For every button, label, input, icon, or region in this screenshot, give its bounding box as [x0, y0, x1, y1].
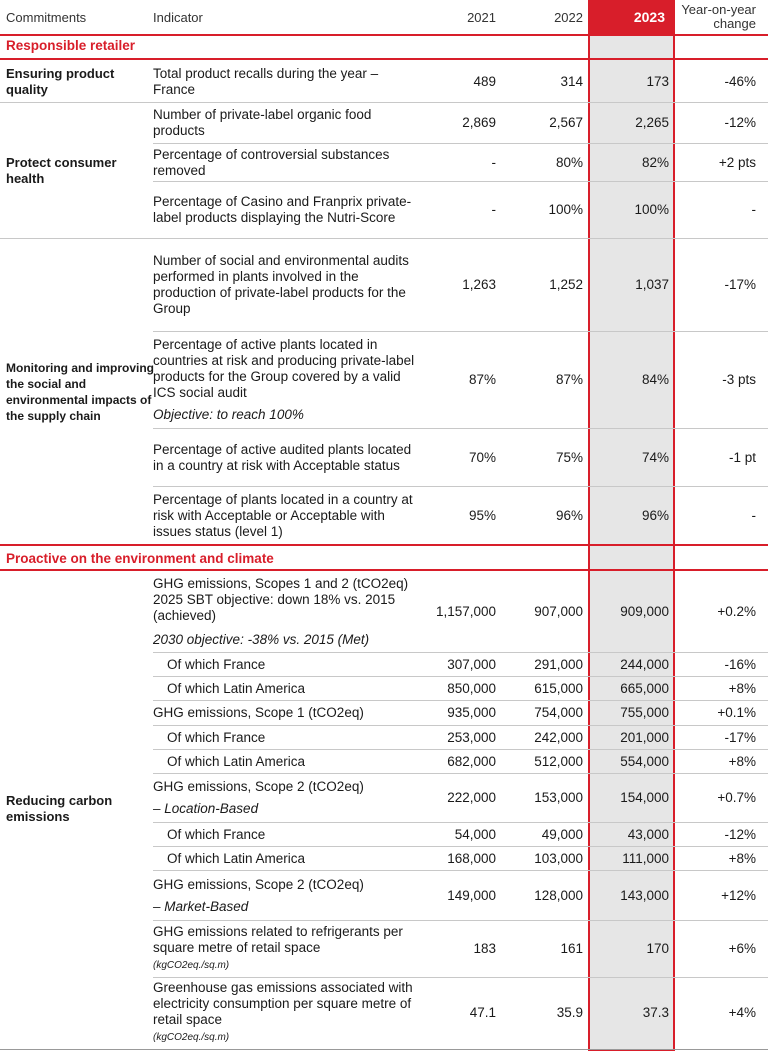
indicator-cell — [153, 62, 425, 102]
value-2023: 74% — [641, 449, 669, 465]
commitment-ensuring-product-quality: Ensuring product quality — [6, 66, 115, 97]
objective-text: – Location-Based — [153, 801, 259, 816]
value-2021: 47.1 — [469, 1005, 496, 1020]
indicator-cell: Percentage of plants located in a country at risk with Acceptable or Acceptable with issues status (level 1) — [153, 491, 413, 539]
value-2021: 222,000 — [447, 790, 496, 805]
value-change: - — [751, 507, 756, 523]
value-change: +0.7% — [717, 790, 756, 805]
value-2023: 37.3 — [642, 1005, 669, 1020]
value-2023: 201,000 — [620, 729, 669, 745]
value-2022: 75% — [555, 449, 583, 465]
table-row — [0, 487, 768, 544]
value-change: -17% — [724, 277, 756, 292]
value-2021: 95% — [468, 507, 496, 523]
value-change: +0.2% — [717, 604, 756, 619]
value-change: -12% — [724, 115, 756, 130]
value-2023: 43,000 — [627, 826, 669, 842]
value-2023: 96% — [641, 507, 669, 523]
indicator-text: GHG emissions, Scope 2 (tCO2eq) — [153, 876, 364, 892]
indicator-cell — [153, 921, 425, 977]
divider — [0, 1049, 768, 1050]
indicator-cell: Of which France — [167, 729, 266, 745]
indicator-cell: Number of social and environmental audits performed in plants involved in the production of private-label products for the Group — [153, 253, 409, 316]
value-2023: 154,000 — [620, 790, 669, 805]
indicator-text: GHG emissions related to refrigerants per square metre of retail space — [153, 924, 403, 955]
value-change: +6% — [728, 941, 756, 956]
divider — [0, 34, 768, 36]
commitment-protect-consumer-health: Protect consumer health — [6, 154, 117, 186]
indicator-cell — [153, 572, 425, 652]
indicator-cell: Of which Latin America — [167, 680, 306, 696]
table-row — [0, 701, 768, 725]
indicator-cell: Of which France — [167, 656, 266, 672]
value-2022: 96% — [555, 507, 583, 523]
value-2021: 2,869 — [462, 115, 496, 130]
indicator-cell: Number of private-label organic food products — [153, 107, 372, 138]
value-change: -3 pts — [722, 372, 756, 387]
value-2022: 128,000 — [534, 887, 583, 903]
value-2021: 168,000 — [447, 850, 496, 866]
value-2022: 87% — [555, 372, 583, 387]
value-change: -16% — [724, 656, 756, 672]
indicator-cell: Of which France — [167, 826, 266, 842]
value-2022: 291,000 — [534, 656, 583, 672]
value-2022: 80% — [555, 154, 583, 170]
indicator-cell: Percentage of controversial substances removed — [153, 146, 390, 178]
objective-text: Objective: to reach 100% — [153, 407, 304, 422]
value-2022: 100% — [548, 202, 583, 217]
value-2022: 2,567 — [549, 115, 583, 130]
value-change: +2 pts — [718, 154, 756, 170]
indicator-text: Percentage of active plants located in countries at risk and producing private-label products for the Group covered by a valid ICS social audit — [153, 337, 415, 400]
value-2022: 35.9 — [556, 1005, 583, 1020]
value-2021: 935,000 — [447, 705, 496, 720]
table-row — [0, 978, 768, 1048]
value-2021: 682,000 — [447, 753, 496, 769]
section-title-environment-climate: Proactive on the environment and climate — [6, 551, 274, 566]
value-change: +4% — [728, 1005, 756, 1020]
value-2022: 153,000 — [534, 790, 583, 805]
value-2023: 755,000 — [620, 705, 669, 720]
value-2022: 754,000 — [534, 705, 583, 720]
value-2022: 161 — [560, 941, 583, 956]
table-row — [0, 774, 768, 822]
value-change: +8% — [728, 680, 756, 696]
table-row — [0, 429, 768, 486]
commitment-reducing-carbon-emissions: Reducing carbon emissions — [6, 793, 113, 824]
value-2021: 307,000 — [447, 656, 496, 672]
indicator-cell — [153, 774, 425, 822]
value-2021: 253,000 — [447, 729, 496, 745]
unit-text: (kgCO2eq./sq.m) — [153, 960, 230, 971]
value-2023: 143,000 — [620, 887, 669, 903]
value-2023: 111,000 — [622, 850, 669, 866]
value-change: +12% — [721, 887, 756, 903]
objective-text: – Market-Based — [153, 898, 249, 914]
commitment-supply-chain: Monitoring and improving the social and environmental impacts of the supply chain — [6, 360, 154, 423]
divider — [0, 544, 768, 546]
header-change-line2: change — [713, 16, 756, 31]
table-row — [0, 239, 768, 331]
table-row — [0, 653, 768, 676]
unit-text: (kgCO2eq./sq.m) — [153, 1032, 230, 1043]
value-2022: 103,000 — [534, 850, 583, 866]
table-row — [0, 103, 768, 143]
objective-text: 2030 objective: -38% vs. 2015 (Met) — [153, 632, 370, 647]
divider — [0, 58, 768, 60]
indicator-cell: GHG emissions, Scope 1 (tCO2eq) — [153, 705, 364, 720]
table-row — [0, 677, 768, 700]
value-2022: 314 — [560, 74, 583, 89]
header-change — [676, 0, 756, 34]
value-2021: - — [491, 154, 496, 170]
value-2023: 909,000 — [620, 604, 669, 619]
section-title-responsible-retailer: Responsible retailer — [6, 38, 136, 53]
value-2021: 54,000 — [454, 826, 496, 842]
header-2022: 2022 — [554, 9, 583, 25]
value-2022: 512,000 — [534, 753, 583, 769]
header-2023: 2023 — [588, 0, 675, 34]
indicator-text: Greenhouse gas emissions associated with electricity consumption per square metre of retail space — [153, 980, 413, 1027]
value-change: -1 pt — [728, 449, 756, 465]
table-row — [0, 62, 768, 102]
value-change: -12% — [724, 826, 756, 842]
value-2023: 173 — [646, 74, 669, 89]
value-2023: 170 — [646, 941, 669, 956]
value-change: -46% — [724, 74, 756, 89]
indicator-cell: Percentage of Casino and Franprix private-label products displaying the Nutri-Score — [153, 194, 412, 225]
table-row — [0, 332, 768, 428]
value-2022: 907,000 — [534, 604, 583, 619]
value-2021: 1,263 — [462, 277, 496, 292]
value-change: +8% — [728, 850, 756, 866]
value-2021: 850,000 — [447, 680, 496, 696]
table-row — [0, 823, 768, 846]
value-2021: 70% — [468, 449, 496, 465]
value-2023: 100% — [634, 202, 669, 217]
value-2022: 615,000 — [534, 680, 583, 696]
header-indicator: Indicator — [153, 9, 203, 25]
indicator-cell: Of which Latin America — [167, 850, 306, 866]
header-commitments: Commitments — [6, 9, 87, 25]
value-change: -17% — [724, 729, 756, 745]
value-2023: 1,037 — [635, 277, 669, 292]
indicator-cell — [153, 332, 425, 428]
indicator-text: GHG emissions, Scope 2 (tCO2eq) — [153, 779, 364, 794]
indicator-cell: Percentage of active audited plants located in a country at risk with Acceptable status — [153, 441, 412, 473]
value-2023: 2,265 — [635, 115, 669, 130]
table-row — [0, 726, 768, 749]
value-2021: 149,000 — [447, 887, 496, 903]
value-2021: 87% — [468, 372, 496, 387]
table-row — [0, 750, 768, 773]
value-change: - — [751, 202, 756, 217]
header-change-line1: Year-on-year — [681, 2, 756, 17]
value-2023: 84% — [641, 372, 669, 387]
table-row — [0, 847, 768, 870]
value-change: +8% — [728, 753, 756, 769]
table-row — [0, 871, 768, 920]
indicator-cell — [153, 871, 425, 920]
value-2023: 244,000 — [620, 656, 669, 672]
value-2023: 665,000 — [620, 680, 669, 696]
value-2022: 49,000 — [541, 826, 583, 842]
table-row — [0, 182, 768, 238]
indicator-text: Total product recalls during the year – France — [153, 66, 379, 97]
value-2021: - — [491, 202, 496, 217]
value-change: +0.1% — [717, 705, 756, 720]
value-2021: 183 — [473, 941, 496, 956]
value-2021: 489 — [473, 74, 496, 89]
indicator-cell: Of which Latin America — [167, 753, 306, 769]
table-row — [0, 572, 768, 652]
table-row — [0, 144, 768, 181]
indicator-text: GHG emissions, Scopes 1 and 2 (tCO2eq) 2025 SBT objective: down 18% vs. 2015 (achieved) — [153, 576, 409, 623]
value-2021: 1,157,000 — [435, 604, 496, 619]
value-2022: 242,000 — [534, 729, 583, 745]
value-2023: 82% — [641, 154, 669, 170]
value-2022: 1,252 — [549, 277, 583, 292]
indicator-cell — [153, 978, 425, 1048]
value-2023: 554,000 — [620, 753, 669, 769]
header-2021: 2021 — [467, 9, 496, 25]
table-row — [0, 921, 768, 977]
